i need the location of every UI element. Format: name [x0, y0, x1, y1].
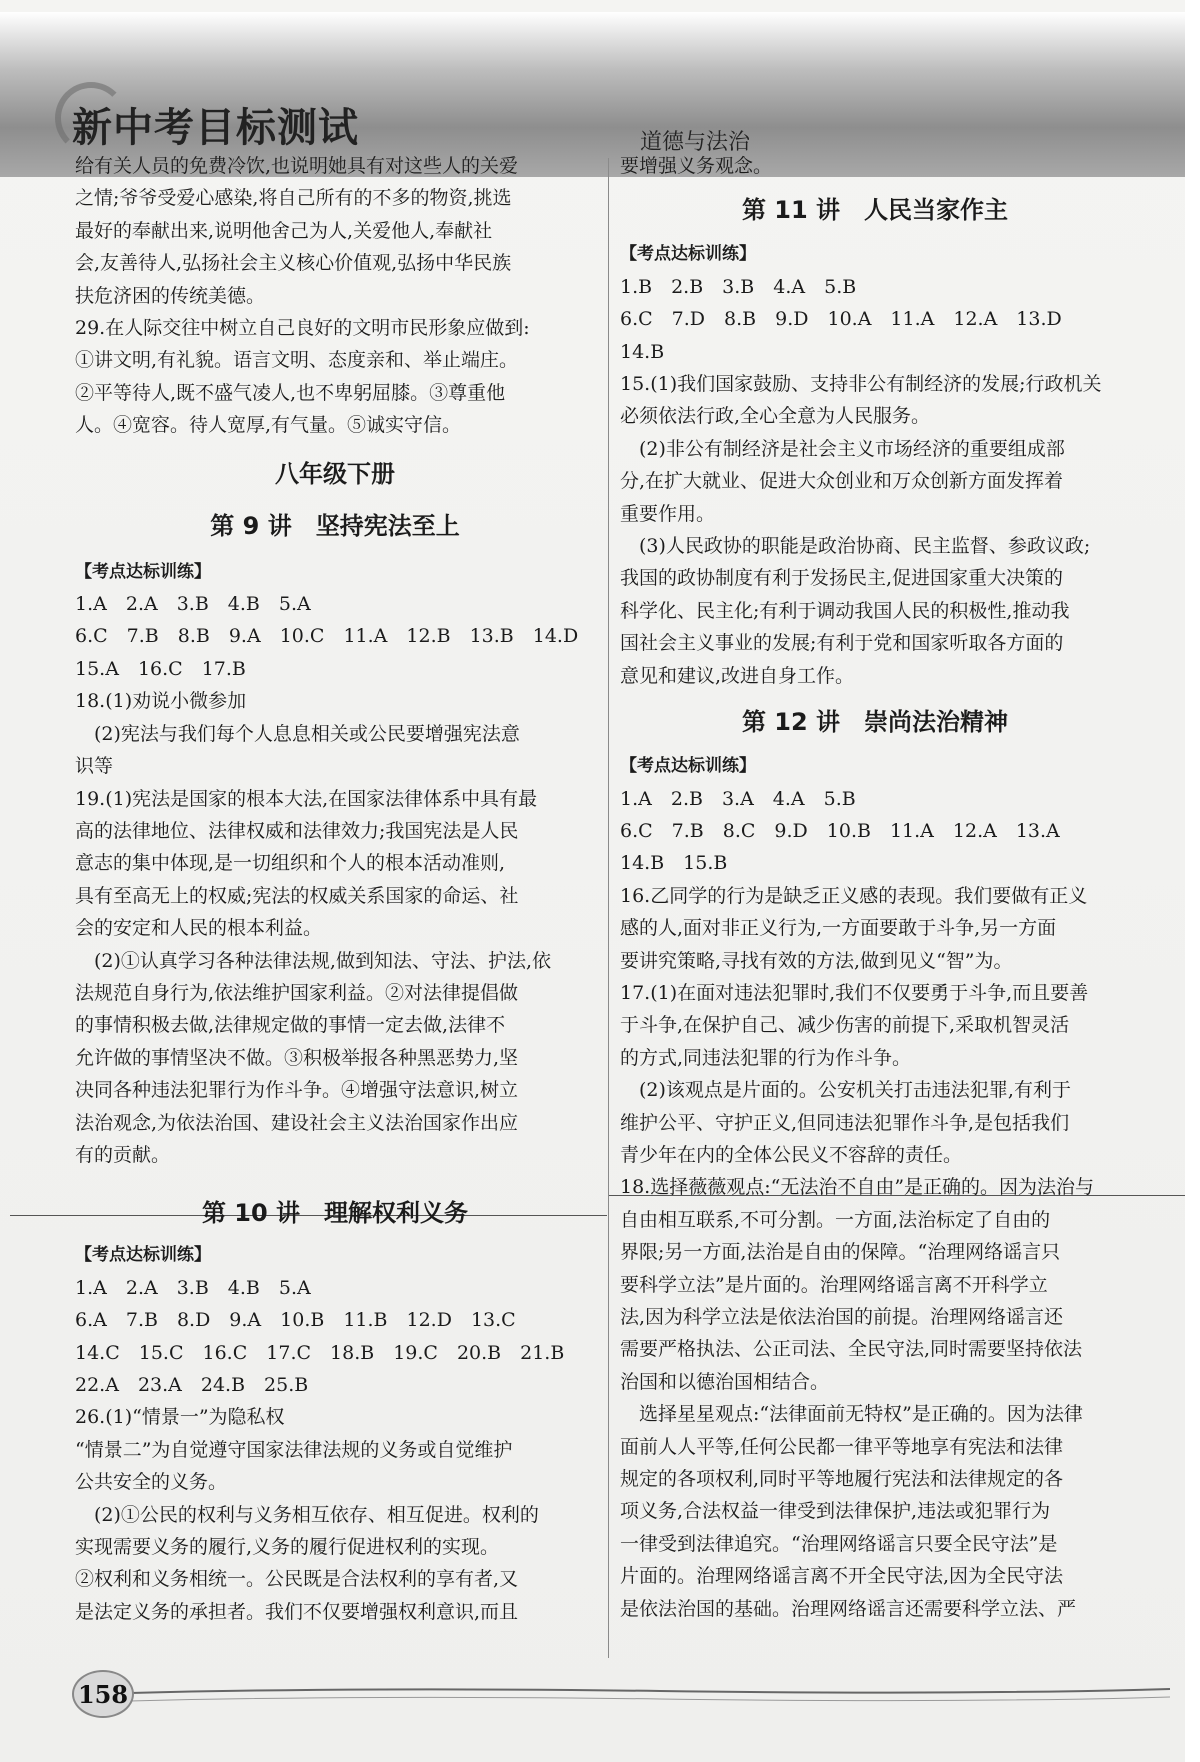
answer-line: 选择星星观点:“法律面前无特权”是正确的。因为法律 — [620, 1403, 1083, 1426]
lesson-11-title: 第 11 讲 人民当家作主 — [741, 196, 1009, 225]
text-line: 人。④宽容。待人宽厚,有气量。⑤诚实守信。 — [75, 414, 462, 437]
answer-line: 意志的集中体现,是一切组织和个人的根本活动准则, — [75, 852, 506, 875]
answer-line: 自由相互联系,不可分割。一方面,法治标定了自由的 — [620, 1208, 1051, 1231]
answer-line: 14.B — [620, 340, 665, 363]
answer-line: 法规范自身行为,依法维护国家利益。②对法律提倡做 — [75, 981, 519, 1004]
page-number: 158 — [72, 1670, 134, 1718]
lesson-9-title: 第 9 讲 坚持宪法至上 — [210, 511, 460, 540]
text-line: 扶危济困的传统美德。 — [75, 284, 266, 307]
answer-line: 要讲究策略,寻找有效的方法,做到见义“智”为。 — [620, 949, 1013, 972]
lesson-9-tag: 【考点达标训练】 — [75, 561, 211, 582]
answer-line: 的方式,同违法犯罪的行为作斗争。 — [620, 1046, 912, 1069]
question-29: 29.在人际交往中树立自己良好的文明市民形象应做到: — [75, 317, 530, 340]
answer-line: 需要严格执法、公正司法、全民守法,同时需要坚持依法 — [620, 1338, 1083, 1361]
answer-line: 公共安全的义务。 — [75, 1471, 228, 1494]
answer-line: 14.C 15.C 16.C 17.C 18.B 19.C 20.B 21.B — [75, 1341, 565, 1364]
answer-line: 高的法律地位、法律权威和法律效力;我国宪法是人民 — [75, 819, 519, 842]
answer-line: 6.A 7.B 8.D 9.A 10.B 11.B 12.D 13.C — [75, 1309, 516, 1332]
series-title: 新中考目标测试 — [72, 104, 359, 151]
answer-line: (2)非公有制经济是社会主义市场经济的重要组成部 — [620, 437, 1065, 460]
answer-line: 国社会主义事业的发展;有利于党和国家听取各方面的 — [620, 632, 1064, 655]
answer-line: 15.A 16.C 17.B — [75, 657, 246, 680]
answer-line: 治国和以德治国相结合。 — [620, 1370, 830, 1393]
answer-line: 决同各种违法犯罪行为作斗争。④增强守法意识,树立 — [75, 1079, 519, 1102]
answer-line: (2)该观点是片面的。公安机关打击违法犯罪,有利于 — [620, 1079, 1071, 1102]
answer-line: 规定的各项权利,同时平等地履行宪法和法律规定的各 — [620, 1468, 1064, 1491]
answer-line: 法,因为科学立法是依法治国的前提。治理网络谣言还 — [620, 1306, 1064, 1328]
answer-line: 17.(1)在面对违法犯罪时,我们不仅要勇于斗争,而且要善 — [620, 981, 1089, 1004]
lesson-12-tag: 【考点达标训练】 — [620, 756, 756, 777]
answer-line: 1.A 2.A 3.B 4.B 5.A — [75, 593, 311, 616]
answer-line: 项义务,合法权益一律受到法律保护,违法或犯罪行为 — [620, 1500, 1051, 1523]
column-divider — [608, 158, 609, 1658]
answer-line: 片面的。治理网络谣言离不开全民守法,因为全民守法 — [620, 1565, 1064, 1588]
answer-line: 一律受到法律追究。“治理网络谣言只要全民守法”是 — [620, 1532, 1058, 1555]
text-line: ②平等待人,既不盛气凌人,也不卑躬屈膝。③尊重他 — [75, 381, 506, 404]
page-margin — [1185, 0, 1200, 1762]
answer-line: 1.A 2.A 3.B 4.B 5.A — [75, 1276, 311, 1299]
answer-line: 意见和建议,改进自身工作。 — [620, 664, 855, 687]
answer-line: (2)①认真学习各种法律法规,做到知法、守法、护法,依 — [75, 949, 551, 972]
right-column — [620, 150, 1130, 1625]
footer-decoration — [60, 1665, 1180, 1725]
answer-line: 我国的政协制度有利于发扬民主,促进国家重大决策的 — [620, 567, 1064, 590]
answer-line: 是法定义务的承担者。我们不仅要增强权利意识,而且 — [75, 1600, 519, 1623]
answer-line: 实现需要义务的履行,义务的履行促进权利的实现。 — [75, 1536, 500, 1559]
answer-line: 法治观念,为依法治国、建设社会主义法治国家作出应 — [75, 1111, 519, 1134]
answer-line: ②权利和义务相统一。公民既是合法权利的享有者,又 — [75, 1568, 519, 1591]
answer-line: 26.(1)“情景一”为隐私权 — [75, 1406, 285, 1429]
answer-line: 界限;另一方面,法治是自由的保障。“治理网络谣言只 — [620, 1241, 1061, 1264]
text-line: 给有关人员的免费冷饮,也说明她具有对这些人的关爱 — [75, 155, 519, 177]
answer-line: (2)宪法与我们每个人息息相关或公民要增强宪法意 — [75, 722, 520, 745]
answer-line: 维护公平、守护正义,但同违法犯罪作斗争,是包括我们 — [620, 1111, 1070, 1134]
text-line: 要增强义务观念。 — [620, 155, 773, 177]
text-line: 之情;爷爷受爱心感染,将自己所有的不多的物资,挑选 — [75, 187, 512, 210]
answer-line: “情景二”为自觉遵守国家法律法规的义务或自觉维护 — [75, 1438, 513, 1461]
answer-line: 识等 — [75, 755, 114, 778]
answer-line: 重要作用。 — [620, 502, 716, 525]
answer-line: 19.(1)宪法是国家的根本大法,在国家法律体系中具有最 — [75, 787, 538, 810]
answer-line: 要科学立法”是片面的。治理网络谣言离不开科学立 — [620, 1273, 1048, 1296]
lesson-10-title: 第 10 讲 理解权利义务 — [201, 1199, 469, 1228]
answer-line: 青少年在内的全体公民义不容辞的责任。 — [620, 1143, 963, 1166]
lesson-11-tag: 【考点达标训练】 — [620, 244, 756, 265]
text-line: ①讲文明,有礼貌。语言文明、态度亲和、举止端庄。 — [75, 349, 519, 372]
answer-line: 有的贡献。 — [75, 1143, 171, 1166]
text-line: 最好的奉献出来,说明他舍己为人,关爱他人,奉献社 — [75, 219, 493, 242]
lesson-12-title: 第 12 讲 崇尚法治精神 — [741, 708, 1009, 737]
answer-line: 面前人人平等,任何公民都一律平等地享有宪法和法律 — [620, 1435, 1064, 1458]
answer-line: 1.A 2.B 3.A 4.A 5.B — [620, 787, 856, 810]
answer-line: 22.A 23.A 24.B 25.B — [75, 1374, 309, 1396]
answer-line: 6.C 7.D 8.B 9.D 10.A 11.A 12.A 13.D — [620, 308, 1062, 331]
answer-line: 是依法治国的基础。治理网络谣言还需要科学立法、严 — [620, 1597, 1077, 1620]
subject-label: 道德与法治 — [640, 130, 751, 155]
answer-line: (2)①公民的权利与义务相互依存、相互促进。权利的 — [75, 1503, 539, 1526]
answer-line: 的事情积极去做,法律规定做的事情一定去做,法律不 — [75, 1014, 506, 1037]
answer-line: (3)人民政协的职能是政治协商、民主监督、参政议政; — [620, 535, 1091, 558]
answer-line: 科学化、民主化;有利于调动我国人民的积极性,推动我 — [620, 599, 1070, 622]
answer-line: 18.选择薇薇观点:“无法治不自由”是正确的。因为法治与 — [620, 1176, 1095, 1199]
answer-line: 6.C 7.B 8.B 9.A 10.C 11.A 12.B 13.B 14.D — [75, 625, 579, 648]
left-column — [75, 150, 595, 1628]
answer-line: 14.B 15.B — [620, 852, 728, 875]
answer-line: 6.C 7.B 8.C 9.D 10.B 11.A 12.A 13.A — [620, 819, 1060, 842]
answer-line: 分,在扩大就业、促进大众创业和万众创新方面发挥着 — [620, 470, 1064, 493]
answer-line: 15.(1)我们国家鼓励、支持非公有制经济的发展;行政机关 — [620, 373, 1102, 396]
text-line: 会,友善待人,弘扬社会主义核心价值观,弘扬中华民族 — [75, 252, 512, 275]
book-title: 八年级下册 — [275, 459, 395, 488]
answer-line: 会的安定和人民的根本利益。 — [75, 917, 323, 940]
answer-line: 允许做的事情坚决不做。③积极举报各种黑恶势力,坚 — [75, 1046, 519, 1069]
answer-line: 1.B 2.B 3.B 4.A 5.B — [620, 275, 857, 298]
answer-line: 于斗争,在保护自己、减少伤害的前提下,采取机智灵活 — [620, 1014, 1070, 1037]
answer-line: 具有至高无上的权威;宪法的权威关系国家的命运、社 — [75, 884, 519, 907]
answer-line: 18.(1)劝说小微参加 — [75, 690, 247, 713]
answer-line: 感的人,面对非正义行为,一方面要敢于斗争,另一方面 — [620, 917, 1057, 940]
answer-line: 必须依法行政,全心全意为人民服务。 — [620, 405, 931, 428]
answer-line: 16.乙同学的行为是缺乏正义感的表现。我们要做有正义 — [620, 884, 1088, 907]
lesson-10-tag: 【考点达标训练】 — [75, 1245, 211, 1266]
